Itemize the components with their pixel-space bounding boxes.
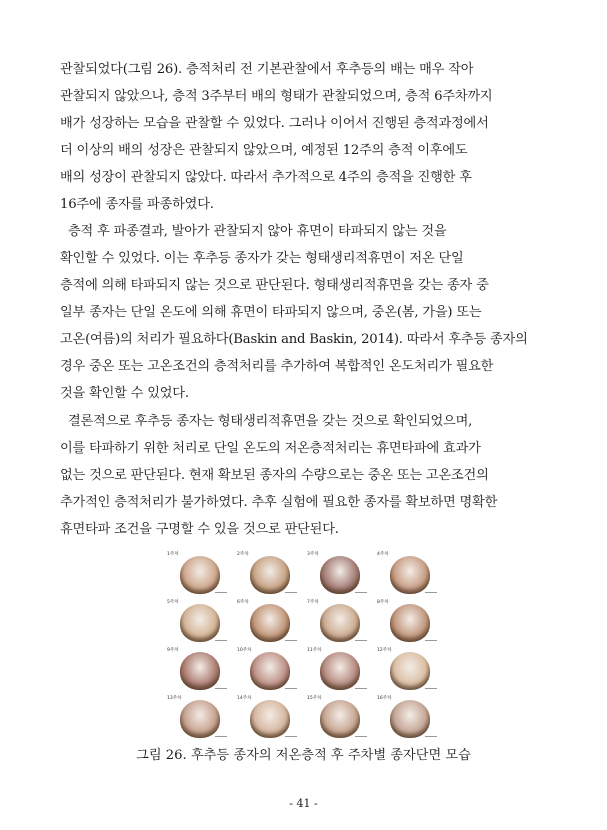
figure-caption: 그림 26. 후추등 종자의 저온층적 후 주차별 종자단면 모습	[136, 748, 471, 763]
scale-bar	[355, 688, 367, 689]
paragraph-3	[60, 408, 550, 543]
scale-bar	[215, 592, 227, 593]
text-line: 층적에 의해 타파되지 않는 것으로 판단된다. 형태생리적휴면을 갖는 종자 중	[60, 278, 489, 293]
text-line: 고온(여름)의 처리가 필요하다(Baskin and Baskin, 2014). 따라서 후추등 종자의	[60, 332, 528, 347]
seed-panel-label: 2주차	[237, 552, 249, 557]
seed-panel-label: 10주차	[237, 648, 252, 653]
text-line: 관찰되었다(그림 26). 층적처리 전 기본관찰에서 후추등의 배는 매우 작아	[60, 62, 474, 77]
seed-cross-section	[250, 700, 290, 738]
seed-panel	[163, 597, 233, 645]
scale-bar	[425, 592, 437, 593]
seed-panel	[303, 597, 373, 645]
seed-panel	[233, 597, 303, 645]
seed-panel-label: 8주차	[377, 600, 389, 605]
seed-panel-label: 4주차	[377, 552, 389, 557]
seed-panel	[303, 645, 373, 693]
text-line: 16주에 종자를 파종하였다.	[60, 197, 214, 212]
seed-cross-section	[250, 604, 290, 642]
seed-panel	[303, 693, 373, 741]
text-line: 일부 종자는 단일 온도에 의해 휴면이 타파되지 않으며, 중온(봄, 가을) 또는	[60, 305, 482, 320]
scale-bar	[215, 640, 227, 641]
seed-cross-section	[320, 700, 360, 738]
text-line: 것을 확인할 수 있었다.	[60, 386, 189, 401]
seed-panel-label: 5주차	[167, 600, 179, 605]
scale-bar	[215, 736, 227, 737]
text-line: 배의 성장이 관찰되지 않았다. 따라서 추가적으로 4주의 층적을 진행한 후	[60, 170, 472, 185]
paragraph-1	[60, 56, 550, 218]
seed-panel	[303, 549, 373, 597]
seed-panel	[163, 645, 233, 693]
seed-panel-label: 12주차	[377, 648, 392, 653]
scale-bar	[215, 688, 227, 689]
text-line: 결론적으로 후추등 종자는 형태생리적휴면을 갖는 것으로 확인되었으며,	[60, 414, 473, 429]
seed-cross-section	[390, 556, 430, 594]
text-line: 확인할 수 있었다. 이는 후추등 종자가 갖는 형태생리적휴면이 저온 단일	[60, 251, 464, 266]
scale-bar	[285, 640, 297, 641]
seed-panel	[373, 597, 443, 645]
page-number: - 41 -	[289, 797, 318, 810]
seed-panel-label: 15주차	[307, 696, 322, 701]
seed-cross-section	[390, 652, 430, 690]
seed-panel-label: 13주차	[167, 696, 182, 701]
scale-bar	[285, 688, 297, 689]
seed-panel	[163, 549, 233, 597]
seed-section-figure	[163, 549, 444, 741]
text-line: 추가적인 층적처리가 불가하였다. 추후 실험에 필요한 종자를 확보하면 명확한	[60, 495, 498, 510]
seed-cross-section	[320, 604, 360, 642]
seed-panel	[233, 645, 303, 693]
seed-panel-label: 6주차	[237, 600, 249, 605]
seed-panel	[373, 693, 443, 741]
text-line: 관찰되지 않았으나, 층적 3주부터 배의 형태가 관찰되었으며, 층적 6주차까지	[60, 89, 493, 104]
seed-panel-label: 7주차	[307, 600, 319, 605]
text-line: 더 이상의 배의 성장은 관찰되지 않았으며, 예정된 12주의 층적 이후에도	[60, 143, 468, 158]
seed-cross-section	[390, 700, 430, 738]
scale-bar	[425, 688, 437, 689]
seed-panel	[233, 693, 303, 741]
scale-bar	[425, 736, 437, 737]
text-line: 층적 후 파종결과, 발아가 관찰되지 않아 휴면이 타파되지 않는 것을	[60, 224, 447, 239]
seed-cross-section	[320, 556, 360, 594]
seed-panel	[163, 693, 233, 741]
seed-panel	[373, 549, 443, 597]
seed-cross-section	[250, 556, 290, 594]
scale-bar	[285, 736, 297, 737]
seed-cross-section	[180, 556, 220, 594]
seed-panel-label: 11주차	[307, 648, 322, 653]
scale-bar	[355, 592, 367, 593]
seed-cross-section	[180, 604, 220, 642]
text-line: 이를 타파하기 위한 처리로 단일 온도의 저온층적처리는 휴면타파에 효과가	[60, 441, 481, 456]
text-line: 경우 중온 또는 고온조건의 층적처리를 추가하여 복합적인 온도처리가 필요한	[60, 359, 494, 374]
paragraph-2	[60, 218, 550, 407]
seed-cross-section	[320, 652, 360, 690]
seed-panel-label: 1주차	[167, 552, 179, 557]
text-line: 휴면타파 조건을 구명할 수 있을 것으로 판단된다.	[60, 522, 339, 537]
seed-panel-label: 16주차	[377, 696, 392, 701]
seed-cross-section	[180, 700, 220, 738]
seed-panel-label: 9주차	[167, 648, 179, 653]
scale-bar	[355, 736, 367, 737]
seed-panel	[233, 549, 303, 597]
scale-bar	[425, 640, 437, 641]
seed-cross-section	[390, 604, 430, 642]
seed-panel	[373, 645, 443, 693]
seed-cross-section	[250, 652, 290, 690]
scale-bar	[285, 592, 297, 593]
seed-panel-label: 3주차	[307, 552, 319, 557]
text-line: 없는 것으로 판단된다. 현재 확보된 종자의 수량으로는 중온 또는 고온조건의	[60, 468, 489, 483]
text-line: 배가 성장하는 모습을 관찰할 수 있었다. 그러나 이어서 진행된 층적과정에서	[60, 116, 489, 131]
scale-bar	[355, 640, 367, 641]
seed-cross-section	[180, 652, 220, 690]
seed-panel-label: 14주차	[237, 696, 252, 701]
